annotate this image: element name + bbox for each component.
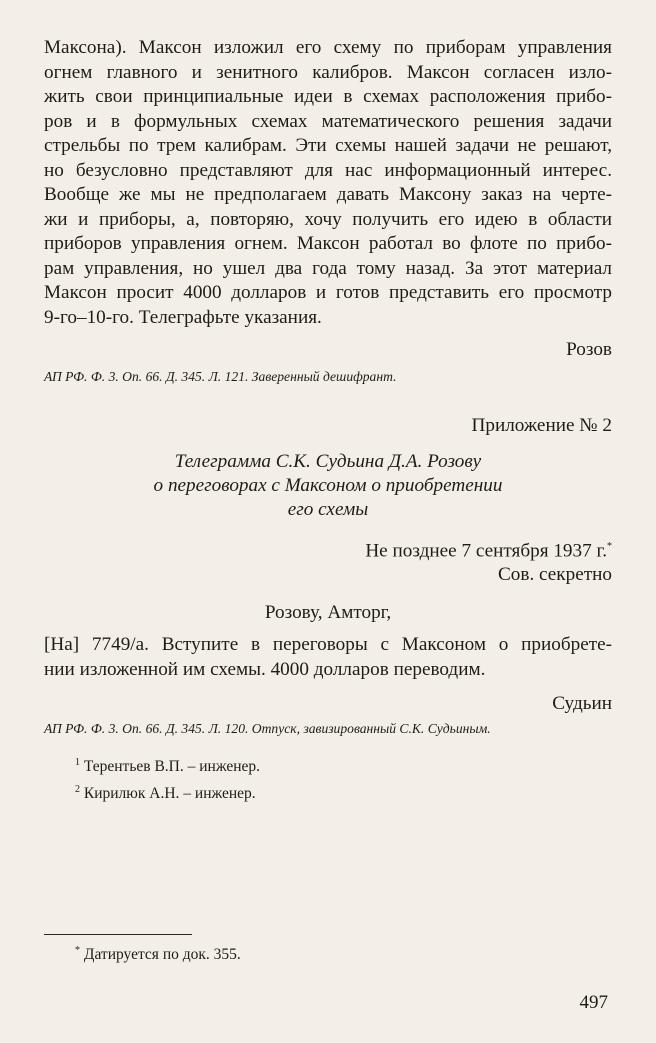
paragraph-line: стрельбы по трем калибрам. Эти схемы нашей задачи не решают, xyxy=(44,135,612,156)
footnote-item xyxy=(75,779,612,805)
footnote-item xyxy=(75,752,612,778)
title-line: его схемы xyxy=(287,499,369,520)
date-line xyxy=(44,535,612,563)
date-text: Не позднее 7 сентября 1937 г. xyxy=(365,540,607,562)
telegram-body xyxy=(44,633,612,682)
archive-source-1: АП РФ. Ф. 3. Оп. 66. Д. 345. Л. 121. Заверенный дешифрант. xyxy=(44,369,397,384)
title-line: Телеграмма С.К. Судьина Д.А. Розову xyxy=(174,451,482,472)
archive-source-2: АП РФ. Ф. 3. Оп. 66. Д. 345. Л. 120. Отпуск, завизированный С.К. Судьиным. xyxy=(44,721,491,737)
footnote-text: Кирилюк А.Н. – инженер. xyxy=(83,784,256,802)
telegram-line: нии изложенной им схемы. 4000 долларов переводим. xyxy=(44,658,486,680)
document-page xyxy=(44,36,612,805)
signature-sudin: Судьин xyxy=(552,693,612,715)
bottom-footnote-marker: * xyxy=(75,945,80,956)
paragraph-line: огнем главного и зенитного калибров. Максон согласен изло- xyxy=(44,61,612,83)
paragraph-line: 9-го–10-го. Телеграфьте указания. xyxy=(44,306,322,328)
classification-stamp: Сов. секретно xyxy=(498,564,612,586)
bottom-footnote xyxy=(75,941,241,965)
date-footnote-marker: * xyxy=(607,541,612,552)
footnote-text: Терентьев В.П. – инженер. xyxy=(83,758,261,776)
paragraph-line: жить свои принципиальные идеи в схемах расположения прибо- xyxy=(44,86,612,107)
footnote-divider xyxy=(44,934,192,935)
appendix-label: Приложение № 2 xyxy=(471,415,612,436)
title-line: о переговорах с Максоном о приобретении xyxy=(153,475,503,496)
paragraph-line: ров и в формульных схемах математического решения задачи xyxy=(44,110,612,132)
paragraph-line: жи и приборы, а, повторяю, хочу получить его идею в области xyxy=(44,208,612,230)
paragraph-line: но безусловно представляют для нас информационный интерес. xyxy=(44,159,612,181)
paragraph-line: Максона). Максон изложил его схему по приборам управления xyxy=(44,37,612,58)
paragraph-line: рам управления, но ушел два года тому назад. За этот материал xyxy=(44,257,612,279)
footnote-marker: 1 xyxy=(75,757,80,769)
page-number: 497 xyxy=(579,992,608,1013)
signature-rozov: Розов xyxy=(566,339,612,360)
addressee: Розову, Амторг, xyxy=(264,602,392,624)
intro-paragraph xyxy=(44,36,612,330)
footnotes-list xyxy=(44,752,612,804)
footnote-marker: 2 xyxy=(75,783,80,795)
paragraph-line: Вообще же мы не предполагаем давать Максону заказ на черте- xyxy=(44,184,612,205)
paragraph-line: приборов управления огнем. Максон работал во флоте по прибо- xyxy=(44,233,612,254)
bottom-footnote-text: Датируется по док. 355. xyxy=(83,946,241,964)
paragraph-line: Максон просит 4000 долларов и готов представить его просмотр xyxy=(44,282,612,303)
telegram-line: [На] 7749/а. Вступите в переговоры с Максоном о приобрете- xyxy=(44,634,612,656)
document-title xyxy=(44,450,612,522)
